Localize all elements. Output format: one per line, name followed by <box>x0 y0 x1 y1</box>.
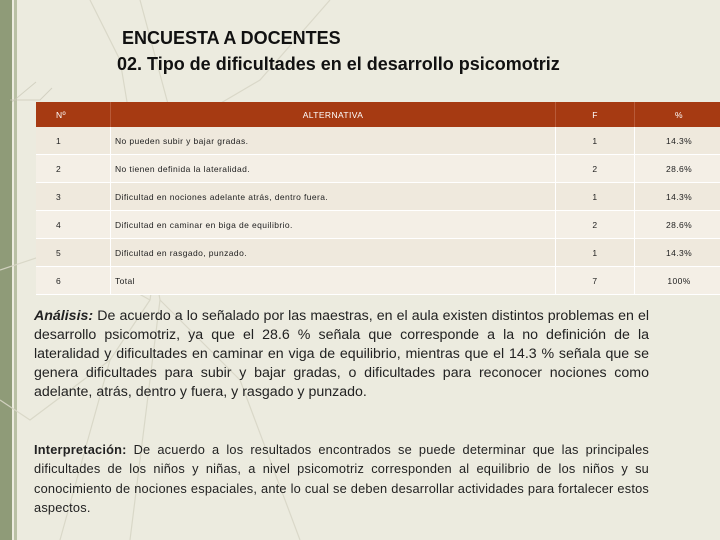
analysis-text: De acuerdo a lo señalado por las maestras, en el aula existen distintos problemas en el desarrollo psicomotriz, ya que el 28.6 % señala que corresponde a la no definición de la lateralidad y dificultades en caminar en viga de equilibrio, mientras que el 14.3 % señala que se genera dificultades para subir y bajar gradas, o dificultades para reconocer nociones como adelante, atrás, dentro y fuera, y rasgado y punzado. <box>34 308 649 400</box>
row-alternative: Dificultad en caminar en biga de equilibrio. <box>111 211 556 239</box>
page-title: ENCUESTA A DOCENTES <box>122 28 341 48</box>
row-frequency: 1 <box>556 127 635 155</box>
row-alternative: Dificultad en nociones adelante atrás, dentro fuera. <box>111 183 556 211</box>
row-num: 3 <box>36 183 111 211</box>
interpretation-label: Interpretación: <box>34 442 127 457</box>
left-decorative-stripe <box>14 0 17 540</box>
row-alternative: No tienen definida la lateralidad. <box>111 155 556 183</box>
table-row <box>36 127 720 155</box>
row-num: 2 <box>36 155 111 183</box>
row-frequency: 1 <box>556 183 635 211</box>
row-num: 1 <box>36 127 111 155</box>
row-num: 4 <box>36 211 111 239</box>
row-alternative: Dificultad en rasgado, punzado. <box>111 239 556 267</box>
header-percent: % <box>635 102 720 127</box>
row-num: 6 <box>36 267 111 295</box>
row-alternative: Total <box>111 267 556 295</box>
table-row <box>36 239 720 267</box>
survey-table <box>36 102 720 295</box>
interpretation-text: De acuerdo a los resultados encontrados se puede determinar que las principales dificultades de los niños y niñas, a nivel psicomotriz corresponden al equilibrio de los niños y su conocimiento de nociones espaciales, ante lo cual se deben desarrollar actividades para fortalecer estos aspectos. <box>34 442 649 516</box>
header-num: Nº <box>36 102 111 127</box>
table-row <box>36 211 720 239</box>
row-percent: 100% <box>635 267 720 295</box>
row-num: 5 <box>36 239 111 267</box>
row-percent: 28.6% <box>635 211 720 239</box>
row-frequency: 2 <box>556 155 635 183</box>
row-frequency: 1 <box>556 239 635 267</box>
row-alternative: No pueden subir y bajar gradas. <box>111 127 556 155</box>
table-row-total <box>36 267 720 295</box>
table-header-row <box>36 102 720 127</box>
page-subtitle: 02. Tipo de dificultades en el desarrollo psicomotriz <box>117 54 560 74</box>
row-percent: 28.6% <box>635 155 720 183</box>
table-row <box>36 183 720 211</box>
row-frequency: 7 <box>556 267 635 295</box>
header-alternative: ALTERNATIVA <box>111 102 556 127</box>
analysis-paragraph <box>34 307 649 402</box>
left-decorative-band <box>0 0 12 540</box>
row-percent: 14.3% <box>635 127 720 155</box>
table-row <box>36 155 720 183</box>
header-frequency: F <box>556 102 635 127</box>
row-percent: 14.3% <box>635 239 720 267</box>
analysis-label: Análisis: <box>34 308 94 324</box>
row-percent: 14.3% <box>635 183 720 211</box>
interpretation-paragraph <box>34 440 649 518</box>
row-frequency: 2 <box>556 211 635 239</box>
